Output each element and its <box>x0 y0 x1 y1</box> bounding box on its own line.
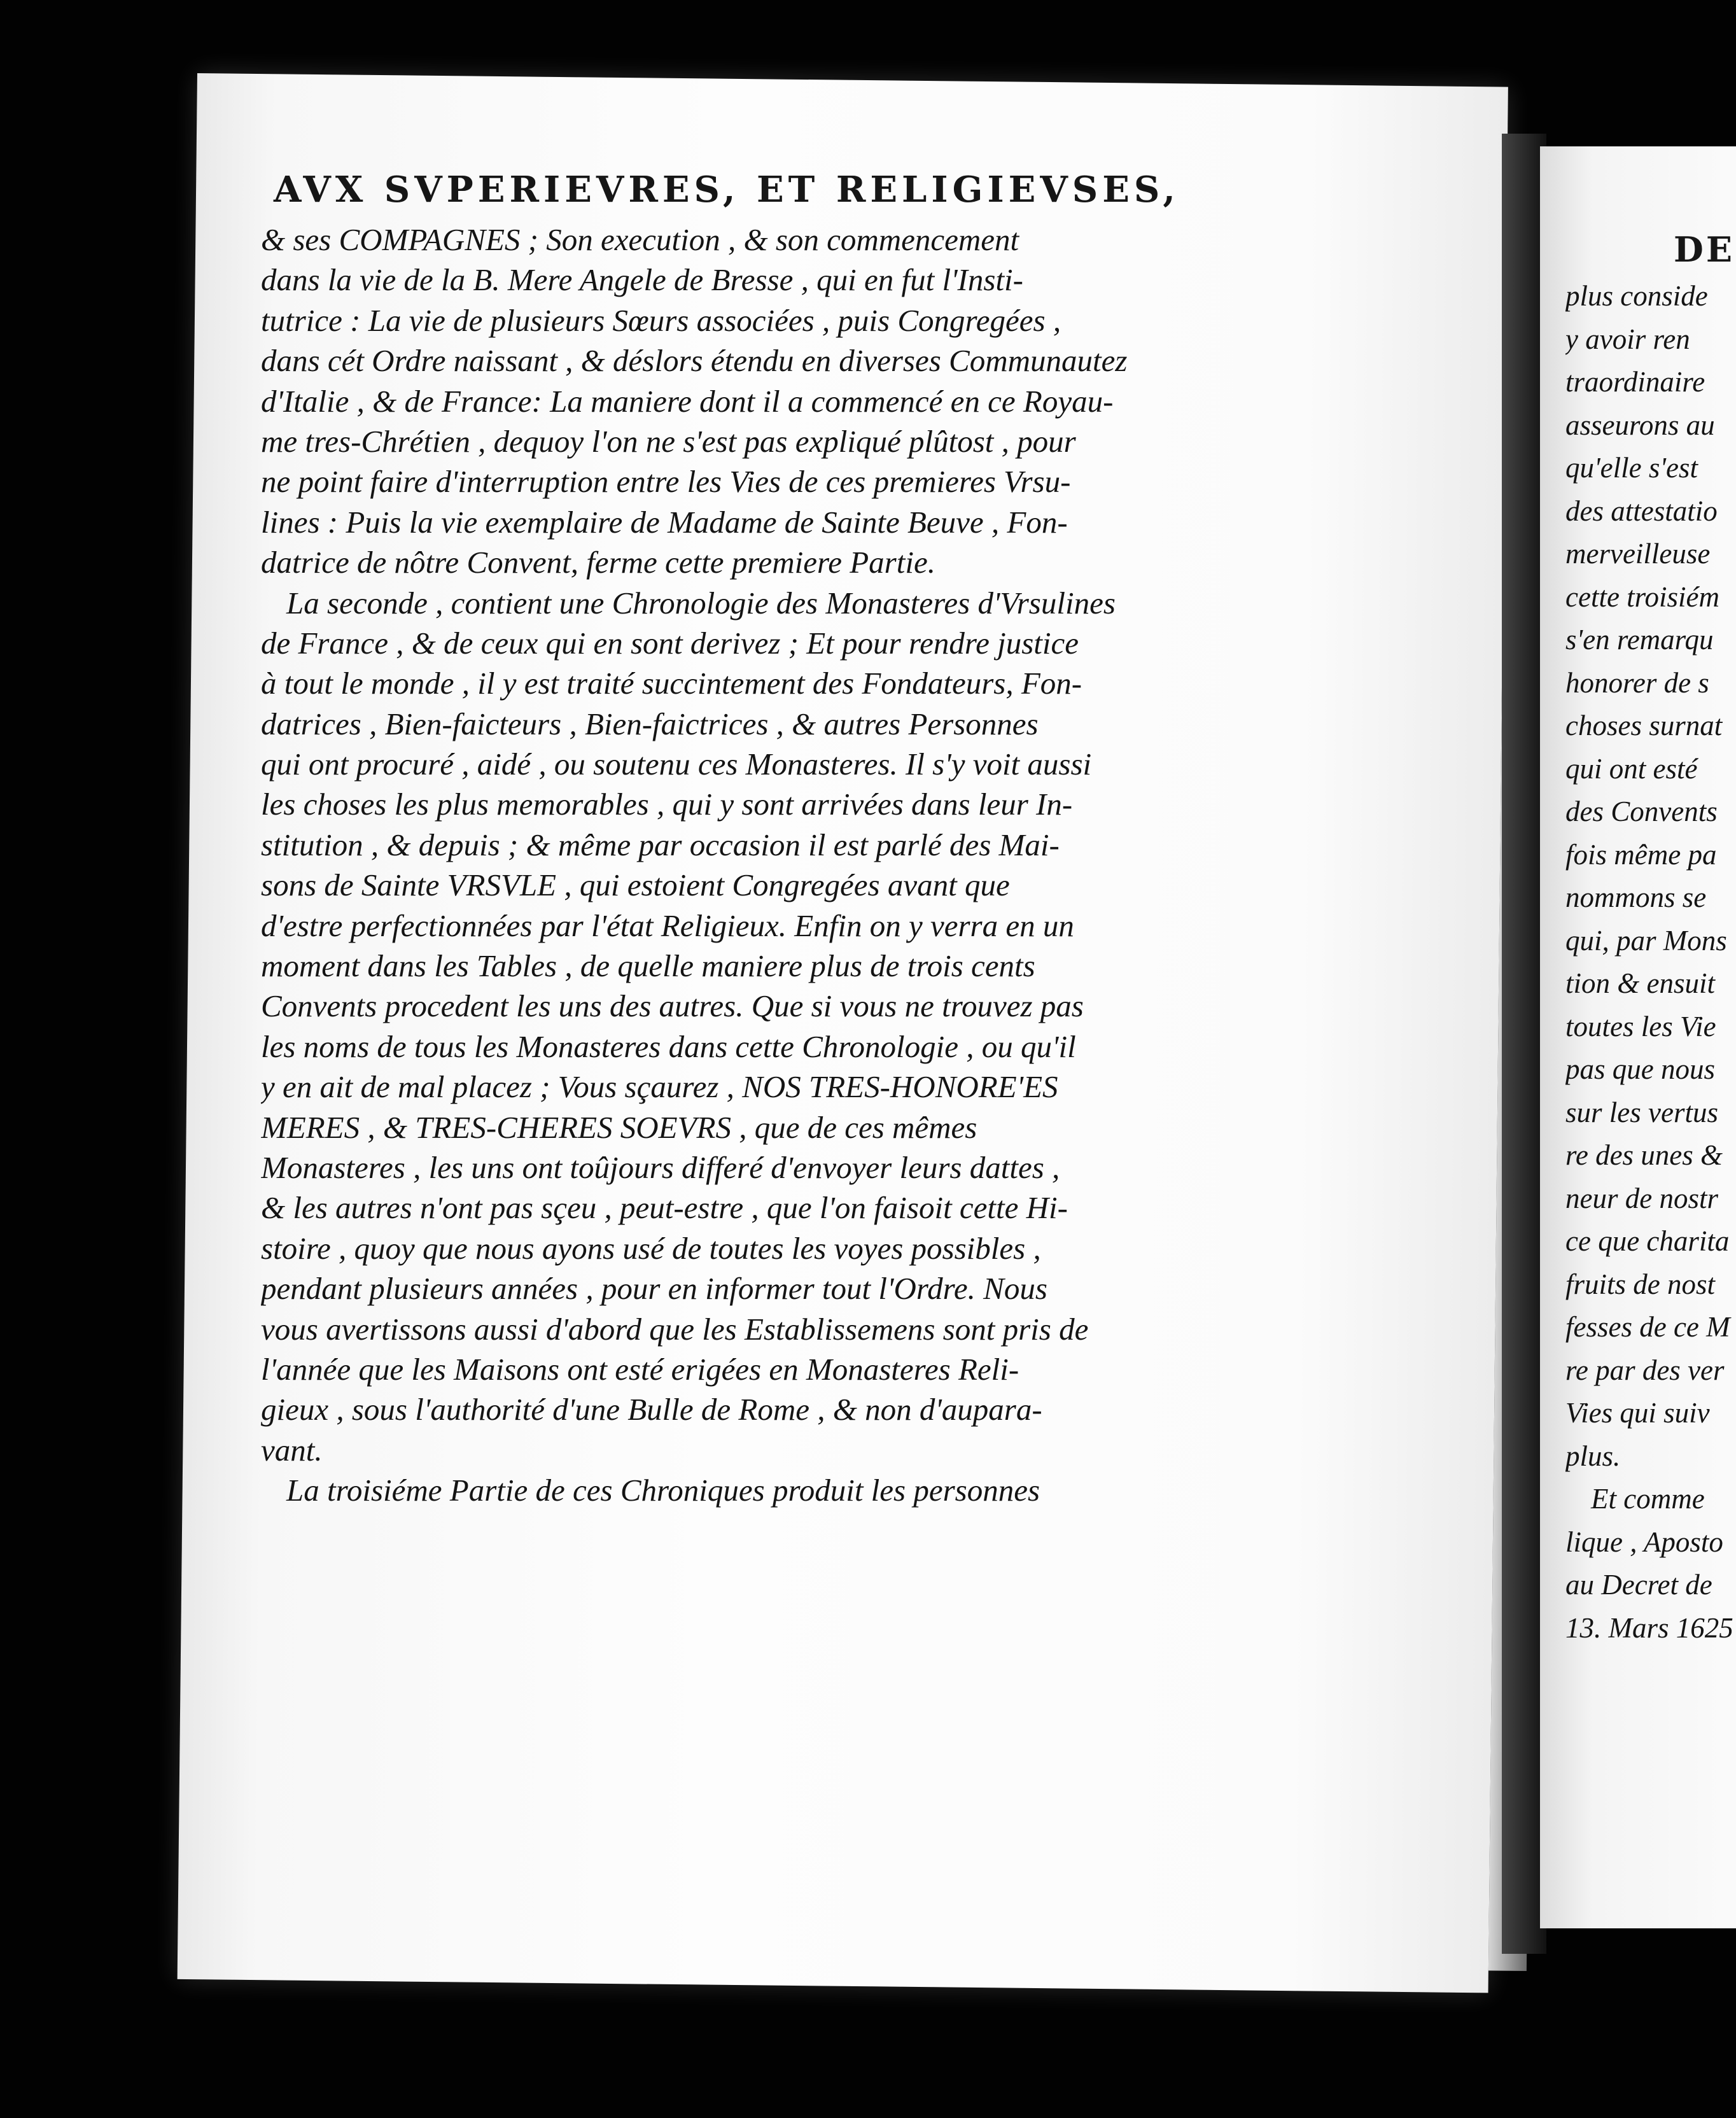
text-line: tion & ensuit <box>1565 967 1715 999</box>
text-line: re des unes & <box>1565 1139 1723 1171</box>
text-line: asseurons au <box>1565 409 1715 441</box>
text-line: fesses de ce M <box>1565 1311 1730 1343</box>
text-line: choses surnat <box>1565 710 1723 741</box>
text-line: Et comme <box>1591 1483 1705 1515</box>
text-line: toutes les Vie <box>1565 1010 1716 1042</box>
text-line: nommons se <box>1565 881 1707 913</box>
text-line: merveilleuse <box>1565 538 1711 570</box>
text-line: qui ont procuré , aidé , ou soutenu ces Monasteres. Il s'y voit aussi <box>261 747 1092 782</box>
text-line: des attestatio <box>1565 494 1718 527</box>
text-line: fruits de nost <box>1565 1268 1716 1300</box>
text-line: traordinaire <box>1565 366 1705 398</box>
text-line: d'Italie , & de France: La maniere dont il a commencé en ce Royau- <box>261 383 1114 419</box>
left-running-head: AVX SVPERIEVRES, ET RELIGIEVSES, <box>274 169 1180 211</box>
text-line: honorer de s <box>1565 666 1709 699</box>
text-line: l'année que les Maisons ont esté erigées en Monasteres Reli- <box>261 1351 1019 1387</box>
text-line: les noms de tous les Monasteres dans cette Chronologie , ou qu'il <box>261 1028 1076 1064</box>
text-line: sons de Sainte VRSVLE , qui estoient Congregées avant que <box>261 867 1010 903</box>
right-page-text <box>1565 275 1736 1650</box>
text-line: cette troisiém <box>1565 580 1720 613</box>
text-line: sur les vertus <box>1565 1096 1718 1128</box>
text-line: au Decret de <box>1565 1569 1712 1601</box>
text-line: s'en remarqu <box>1565 624 1714 656</box>
text-line: lines : Puis la vie exemplaire de Madame de Sainte Beuve , Fon- <box>261 504 1068 540</box>
text-line: pendant plusieurs années , pour en informer tout l'Ordre. Nous <box>261 1271 1047 1307</box>
text-line: y en ait de mal placez ; Vous sçaurez , NOS TRES-HONORE'ES <box>261 1069 1058 1105</box>
text-line: vous avertissons aussi d'abord que les Establissemens sont pris de <box>261 1311 1089 1347</box>
text-line: plus conside <box>1565 280 1708 312</box>
text-line: ne point faire d'interruption entre les Vies de ces premieres Vrsu- <box>261 464 1071 500</box>
text-line: stitution , & depuis ; & même par occasion il est parlé des Mai- <box>261 827 1060 862</box>
text-line: ce que charita <box>1565 1225 1730 1257</box>
text-line: me tres-Chrétien , dequoy l'on ne s'est pas expliqué plûtost , pour <box>261 423 1076 459</box>
text-line: des Convents <box>1565 796 1718 827</box>
text-line: pas que nous <box>1565 1053 1715 1085</box>
text-line: gieux , sous l'authorité d'une Bulle de Rome , & non d'aupara- <box>261 1392 1042 1427</box>
text-line: Vies qui suiv <box>1565 1397 1710 1429</box>
text-line: dans cét Ordre naissant , & déslors étendu en diverses Communautez <box>261 343 1128 379</box>
text-line: MERES , & TRES-CHERES SOEVRS , que de ces mêmes <box>261 1109 977 1145</box>
text-line: à tout le monde , il y est traité succintement des Fondateurs, Fon- <box>261 666 1082 701</box>
text-line: moment dans les Tables , de quelle maniere plus de trois cents <box>261 948 1035 984</box>
text-line: dans la vie de la B. Mere Angele de Bresse , qui en fut l'Insti- <box>261 262 1023 298</box>
text-line: re par des ver <box>1565 1354 1725 1386</box>
text-line: La seconde , contient une Chronologie des Monasteres d'Vrsulines <box>286 585 1116 621</box>
text-line: lique , Aposto <box>1565 1525 1723 1558</box>
text-line: datrice de nôtre Convent, ferme cette premiere Partie. <box>261 545 935 580</box>
text-line: fois même pa <box>1565 838 1717 871</box>
text-line: de France , & de ceux qui en sont derivez ; Et pour rendre justice <box>261 625 1079 661</box>
text-line: La troisiéme Partie de ces Chroniques produit les personnes <box>286 1473 1040 1508</box>
text-line: tutrice : La vie de plusieurs Sœurs associées , puis Congregées , <box>261 302 1061 338</box>
text-line: les choses les plus memorables , qui y sont arrivées dans leur In- <box>261 787 1073 822</box>
text-line: & ses COMPAGNES ; Son execution , & son commencement <box>261 222 1019 257</box>
text-line: datrices , Bien-faicteurs , Bien-faictrices , & autres Personnes <box>261 706 1039 741</box>
text-line: y avoir ren <box>1565 323 1690 355</box>
text-line: Convents procedent les uns des autres. Que si vous ne trouvez pas <box>261 988 1084 1024</box>
text-line: neur de nostr <box>1565 1182 1718 1214</box>
left-page-text <box>261 220 1438 1511</box>
text-line: & les autres n'ont pas sçeu , peut-estre , que l'on faisoit cette Hi- <box>261 1190 1068 1226</box>
text-line: stoire , quoy que nous ayons usé de toutes les voyes possibles , <box>261 1230 1041 1266</box>
text-line: qu'elle s'est <box>1565 452 1698 484</box>
text-line: Monasteres , les uns ont toûjours differé d'envoyer leurs dattes , <box>261 1149 1060 1185</box>
text-line: plus. <box>1565 1440 1621 1472</box>
text-line: qui ont esté <box>1565 752 1698 785</box>
text-line: d'estre perfectionnées par l'état Religieux. Enfin on y verra en un <box>261 908 1074 943</box>
text-line: qui, par Mons <box>1565 924 1727 957</box>
text-line: 13. Mars 1625 <box>1565 1611 1733 1644</box>
text-line: vant. <box>261 1432 323 1468</box>
right-running-head: DE <box>1674 229 1735 270</box>
